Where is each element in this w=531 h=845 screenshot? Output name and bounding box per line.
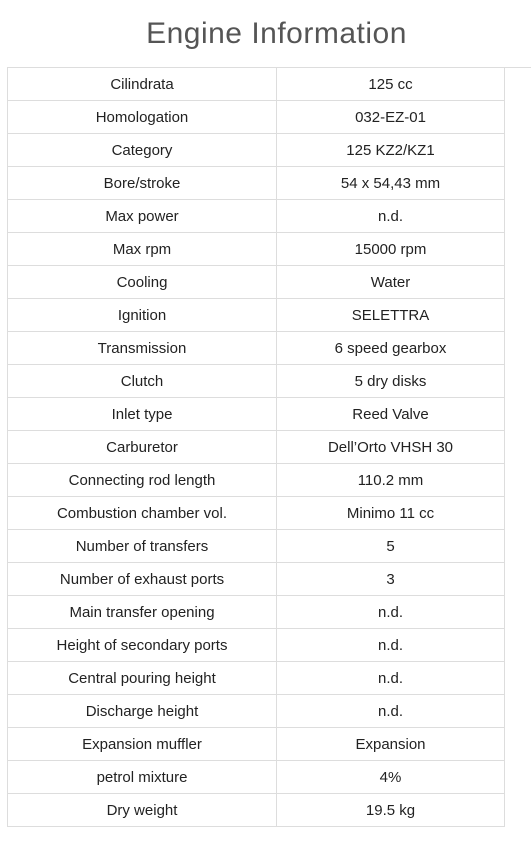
table-row — [8, 101, 505, 134]
spec-label: Number of transfers — [8, 530, 277, 563]
spec-label: Max power — [8, 200, 277, 233]
table-row — [8, 761, 505, 794]
spec-label: Main transfer opening — [8, 596, 277, 629]
spec-label: Clutch — [8, 365, 277, 398]
spec-value: 5 dry disks — [277, 365, 505, 398]
engine-info-table-body — [8, 68, 505, 827]
spec-value: 110.2 mm — [277, 464, 505, 497]
table-row — [8, 68, 505, 101]
spec-label: Combustion chamber vol. — [8, 497, 277, 530]
table-row — [8, 695, 505, 728]
spec-value: Dell’Orto VHSH 30 — [277, 431, 505, 464]
table-row — [8, 530, 505, 563]
engine-info-table — [7, 67, 505, 827]
spec-label: Max rpm — [8, 233, 277, 266]
table-row — [8, 497, 505, 530]
spec-label: Ignition — [8, 299, 277, 332]
table-row — [8, 134, 505, 167]
spec-label: Inlet type — [8, 398, 277, 431]
table-row — [8, 266, 505, 299]
table-row — [8, 794, 505, 827]
page-title: Engine Information — [146, 17, 407, 50]
table-row — [8, 728, 505, 761]
spec-label: Number of exhaust ports — [8, 563, 277, 596]
table-row — [8, 662, 505, 695]
table-row — [8, 563, 505, 596]
spec-value: n.d. — [277, 200, 505, 233]
spec-value: 6 speed gearbox — [277, 332, 505, 365]
table-row — [8, 398, 505, 431]
spec-label: Height of secondary ports — [8, 629, 277, 662]
table-row — [8, 464, 505, 497]
spec-value: 15000 rpm — [277, 233, 505, 266]
spec-value: n.d. — [277, 662, 505, 695]
spec-value: SELETTRA — [277, 299, 505, 332]
spec-value: 5 — [277, 530, 505, 563]
table-row — [8, 167, 505, 200]
table-row — [8, 233, 505, 266]
table-row — [8, 200, 505, 233]
table-row — [8, 332, 505, 365]
spec-label: Bore/stroke — [8, 167, 277, 200]
spec-label: Cooling — [8, 266, 277, 299]
spec-value: 54 x 54,43 mm — [277, 167, 505, 200]
spec-label: Discharge height — [8, 695, 277, 728]
spec-value: 125 KZ2/KZ1 — [277, 134, 505, 167]
spec-value: Minimo 11 cc — [277, 497, 505, 530]
table-row — [8, 629, 505, 662]
spec-label: Expansion muffler — [8, 728, 277, 761]
spec-label: Dry weight — [8, 794, 277, 827]
spec-label: Cilindrata — [8, 68, 277, 101]
spec-label: Category — [8, 134, 277, 167]
table-row — [8, 365, 505, 398]
spec-label: Carburetor — [8, 431, 277, 464]
spec-label: Connecting rod length — [8, 464, 277, 497]
spec-value: 032-EZ-01 — [277, 101, 505, 134]
spec-label: petrol mixture — [8, 761, 277, 794]
spec-label: Transmission — [8, 332, 277, 365]
spec-value: Expansion — [277, 728, 505, 761]
spec-label: Homologation — [8, 101, 277, 134]
spec-value: n.d. — [277, 596, 505, 629]
spec-value: n.d. — [277, 695, 505, 728]
spec-value: 3 — [277, 563, 505, 596]
spec-value: 4% — [277, 761, 505, 794]
spec-value: 125 cc — [277, 68, 505, 101]
spec-value: Water — [277, 266, 505, 299]
spec-value: n.d. — [277, 629, 505, 662]
spec-value: 19.5 kg — [277, 794, 505, 827]
table-row — [8, 299, 505, 332]
spec-value: Reed Valve — [277, 398, 505, 431]
spec-label: Central pouring height — [8, 662, 277, 695]
table-row — [8, 596, 505, 629]
table-row — [8, 431, 505, 464]
